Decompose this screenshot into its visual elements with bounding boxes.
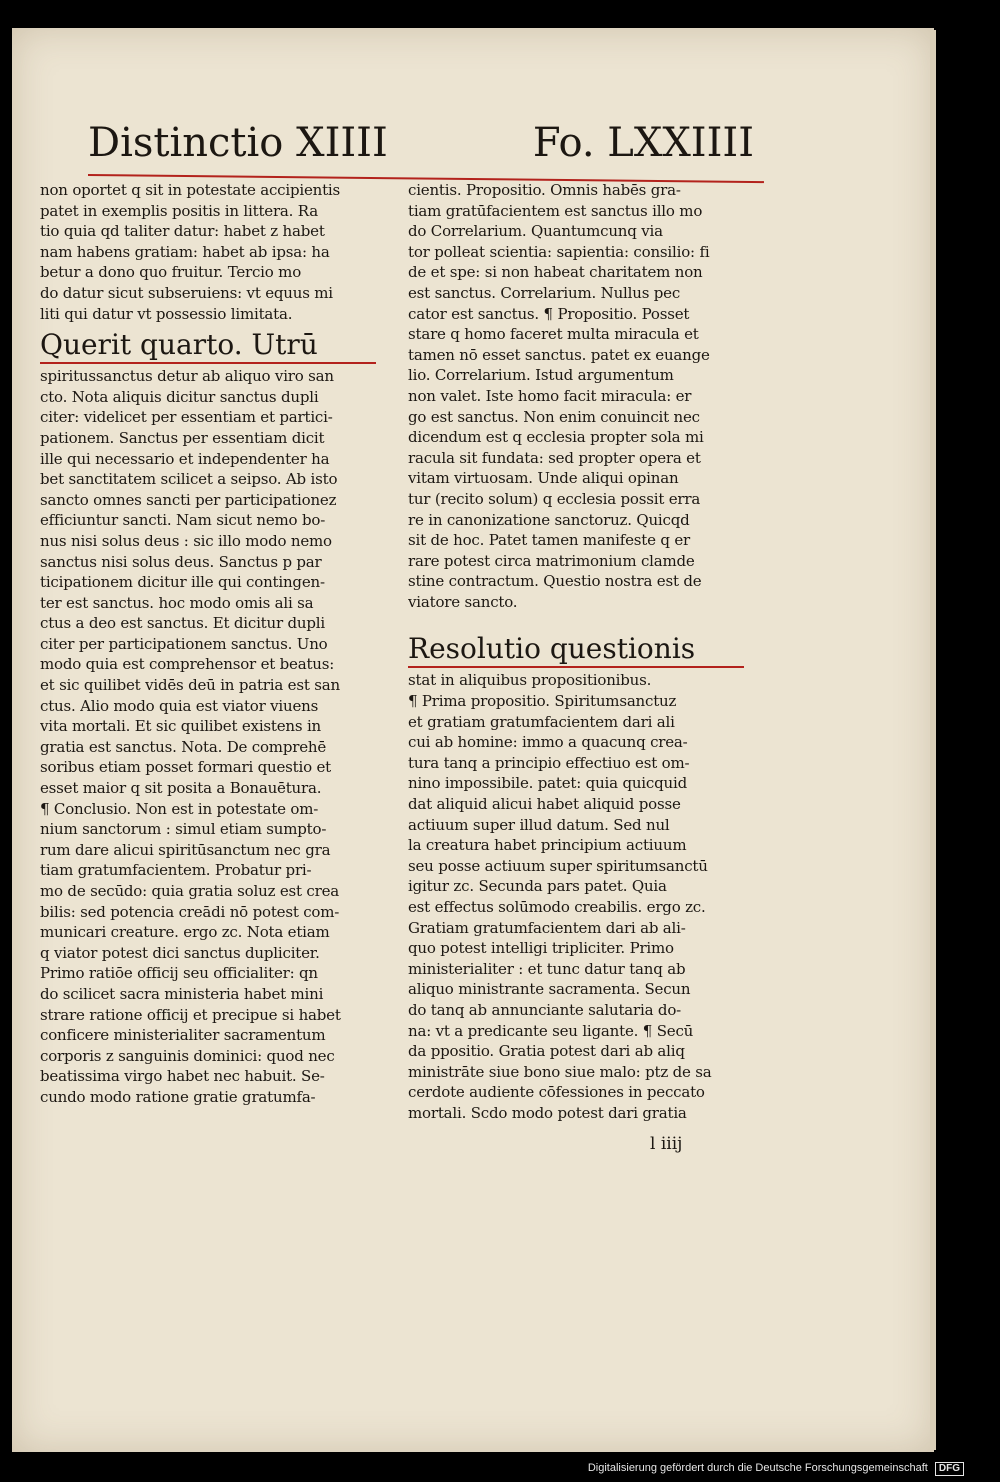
text-line: nino impossibile. patet: quia quicquid — [408, 774, 687, 793]
text-line: da ppositio. Gratia potest dari ab aliq — [408, 1042, 685, 1061]
text-line: vita mortali. Et sic quilibet existens in — [40, 717, 321, 736]
left-paragraph-2 — [40, 366, 376, 1107]
left-heading-rule — [40, 362, 376, 364]
text-line: cui ab homine: immo a quacunq crea- — [408, 733, 688, 752]
text-line: de et spe: si non habeat charitatem non — [408, 263, 703, 282]
text-line: nus nisi solus deus : sic illo modo nemo — [40, 531, 332, 550]
left-column — [40, 180, 376, 1108]
text-line: vitam virtuosam. Unde aliqui opinan — [408, 469, 679, 488]
text-line: cerdote audiente cōfessiones in peccato — [408, 1083, 705, 1102]
text-line: seu posse actiuum super spiritumsanctū — [408, 856, 708, 875]
text-line: tamen nō esset sanctus. patet ex euange — [408, 345, 710, 364]
section-gap — [408, 612, 744, 628]
text-line: lio. Correlarium. Istud argumentum — [408, 366, 674, 385]
text-line: viatore sancto. — [408, 592, 518, 611]
right-column — [408, 180, 744, 1124]
text-line: betur a dono quo fruitur. Tercio mo — [40, 263, 302, 282]
text-line: non valet. Iste homo facit miracula: er — [408, 386, 692, 405]
text-line: stare q homo faceret multa miracula et — [408, 325, 699, 344]
page-edge — [930, 30, 936, 1450]
text-line: soribus etiam posset formari questio et — [40, 758, 331, 777]
text-line: citer per participationem sanctus. Uno — [40, 634, 328, 653]
text-line: do scilicet sacra ministeria habet mini — [40, 984, 324, 1003]
text-line: ministrāte siue bono siue malo: ptz de sa — [408, 1062, 712, 1081]
text-line: ministerialiter : et tunc datur tanq ab — [408, 959, 686, 978]
text-line: ctus a deo est sanctus. Et dicitur dupli — [40, 614, 325, 633]
text-line: ille qui necessario et independenter ha — [40, 449, 330, 468]
text-line: ¶ Prima propositio. Spiritumsanctuz — [408, 692, 677, 711]
text-line: tur (recito solum) q ecclesia possit erra — [408, 489, 701, 508]
signature-mark: l iiij — [650, 1134, 683, 1154]
text-line: nium sanctorum : simul etiam sumpto- — [40, 820, 327, 839]
text-line: mo de secūdo: quia gratia soluz est crea — [40, 882, 340, 900]
text-line: et gratiam gratumfacientem dari ali — [408, 712, 675, 731]
text-line: racula sit fundata: sed propter opera et — [408, 448, 701, 467]
text-line: re in canonizatione sanctoruz. Quicqd — [408, 510, 690, 529]
text-line: esset maior q sit posita a Bonauētura. — [40, 779, 322, 798]
text-line: dat aliquid alicui habet aliquid posse — [408, 795, 681, 814]
text-line: bet sanctitatem scilicet a seipso. Ab isto — [40, 470, 338, 489]
text-line: liti qui datur vt possessio limitata. — [40, 304, 293, 323]
text-line: tio quia qd taliter datur: habet z habet — [40, 222, 325, 241]
right-heading-text: Resolutio questionis — [408, 632, 696, 666]
text-line: sancto omnes sancti per participationez — [40, 490, 337, 509]
text-line: actiuum super illud datum. Sed nul — [408, 815, 670, 834]
text-line: rare potest circa matrimonium clamde — [408, 551, 695, 570]
text-line: ter est sanctus. hoc modo omis ali sa — [40, 593, 314, 612]
text-line: na: vt a predicante seu ligante. ¶ Secū — [408, 1021, 694, 1040]
text-line: citer: videlicet per essentiam et partici- — [40, 408, 333, 427]
text-line: sit de hoc. Patet tamen manifeste q er — [408, 531, 690, 550]
text-line: do Correlarium. Quantumcunq via — [408, 222, 663, 241]
text-line: do datur sicut subseruiens: vt equus mi — [40, 283, 333, 302]
text-line: et sic quilibet vidēs deū in patria est san — [40, 676, 340, 695]
text-line: nam habens gratiam: habet ab ipsa: ha — [40, 242, 330, 261]
text-line: cator est sanctus. ¶ Propositio. Posset — [408, 304, 690, 323]
right-resolution-heading — [408, 628, 744, 670]
left-paragraph-1 — [40, 180, 376, 324]
text-line: Gratiam gratumfacientem dari ab ali- — [408, 918, 686, 937]
text-line: stat in aliquibus propositionibus. — [408, 671, 652, 690]
text-line: strare ratione officij et precipue si habet — [40, 1005, 341, 1024]
text-line: conficere ministerialiter sacramentum — [40, 1026, 326, 1045]
footer-text: Digitalisierung gefördert durch die Deutsche Forschungsgemeinschaft — [587, 1462, 928, 1474]
text-line: tiam gratumfacientem. Probatur pri- — [40, 861, 312, 880]
text-line: bilis: sed potencia creādi nō potest com- — [40, 902, 340, 921]
right-paragraph-1 — [408, 180, 744, 612]
text-line: dicendum est q ecclesia propter sola mi — [408, 428, 704, 447]
text-line: igitur zc. Secunda pars patet. Quia — [408, 877, 667, 896]
digitization-footer — [588, 1462, 964, 1476]
text-line: ticipationem dicitur ille qui contingen- — [40, 573, 325, 592]
text-line: spiritussanctus detur ab aliquo viro san — [40, 367, 334, 386]
text-line: q viator potest dici sanctus dupliciter. — [40, 943, 320, 962]
text-line: efficiuntur sancti. Nam sicut nemo bo- — [40, 511, 326, 530]
text-line: la creatura habet principium actiuum — [408, 836, 687, 855]
text-line: cto. Nota aliquis dicitur sanctus dupli — [40, 387, 319, 406]
text-line: est sanctus. Correlarium. Nullus pec — [408, 283, 681, 302]
text-line: cientis. Propositio. Omnis habēs gra- — [408, 181, 681, 199]
text-line: gratia est sanctus. Nota. De comprehē — [40, 737, 327, 756]
folio-number: Fo. LXXIIII — [532, 120, 754, 166]
left-question-heading — [40, 324, 376, 366]
right-paragraph-2 — [408, 670, 744, 1123]
text-line: beatissima virgo habet nec habuit. Se- — [40, 1067, 325, 1086]
text-line: sanctus nisi solus deus. Sanctus p par — [40, 552, 322, 571]
text-line: tiam gratūfacientem est sanctus illo mo — [408, 201, 703, 220]
running-head — [88, 118, 754, 180]
text-line: aliquo ministrante sacramenta. Secun — [408, 980, 691, 999]
text-line: ctus. Alio modo quia est viator viuens — [40, 696, 319, 715]
right-heading-rule — [408, 666, 744, 668]
text-line: Primo ratiōe officij seu officialiter: qn — [40, 964, 318, 983]
text-line: quo potest intelligi tripliciter. Primo — [408, 939, 674, 958]
text-line: non oportet q sit in potestate accipientis — [40, 181, 341, 199]
text-line: cundo modo ratione gratie gratumfa- — [40, 1087, 316, 1106]
text-line: patet in exemplis positis in littera. Ra — [40, 201, 318, 220]
text-line: ¶ Conclusio. Non est in potestate om- — [40, 799, 319, 818]
running-head-left: Distinctio XIIII — [88, 120, 388, 166]
text-line: mortali. Scdo modo potest dari gratia — [408, 1103, 687, 1122]
text-line: tura tanq a principio effectiuo est om- — [408, 753, 690, 772]
text-line: modo quia est comprehensor et beatus: — [40, 655, 335, 674]
text-line: municari creature. ergo zc. Nota etiam — [40, 923, 330, 942]
text-line: corporis z sanguinis dominici: quod nec — [40, 1046, 335, 1065]
text-line: tor polleat scientia: sapientia: consilio: fi — [408, 242, 710, 261]
left-heading-text: Querit quarto. Utrū — [40, 328, 318, 362]
dfg-logo: DFG — [935, 1462, 964, 1476]
text-line: do tanq ab annunciante salutaria do- — [408, 1000, 682, 1019]
text-line: rum dare alicui spiritūsanctum nec gra — [40, 840, 331, 859]
text-line: go est sanctus. Non enim conuincit nec — [408, 407, 700, 426]
text-line: est effectus solūmodo creabilis. ergo zc. — [408, 898, 706, 916]
text-line: pationem. Sanctus per essentiam dicit — [40, 428, 325, 447]
text-line: stine contractum. Questio nostra est de — [408, 572, 702, 591]
